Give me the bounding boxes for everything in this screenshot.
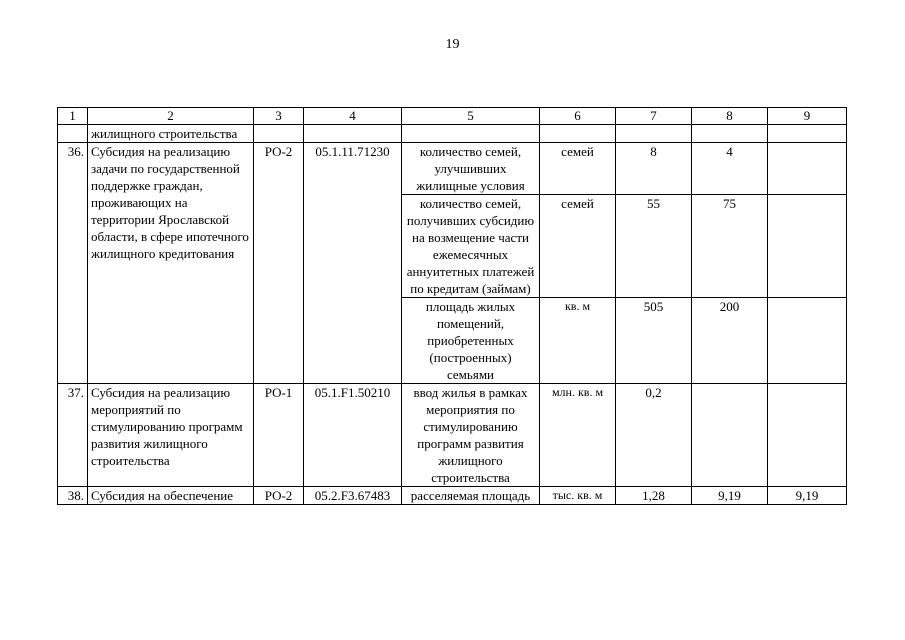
indicator-unit: млн. кв. м	[540, 384, 616, 487]
table-row	[58, 143, 847, 195]
row-number: 36.	[58, 143, 88, 384]
value-col9	[768, 298, 847, 384]
row-code: 05.1.F1.50210	[304, 384, 402, 487]
value-col8: 4	[692, 143, 768, 195]
indicator-name: количество семей, получивших субсидию на возмещение части ежемесячных аннуитетных платежей по кредитам (займам)	[402, 195, 540, 298]
indicator-unit: тыс. кв. м	[540, 487, 616, 505]
value-col9: 9,19	[768, 487, 847, 505]
indicators-table	[57, 107, 847, 505]
indicator-name: расселяемая площадь	[402, 487, 540, 505]
indicator-name: площадь жилых помещений, приобретенных (построенных) семьями	[402, 298, 540, 384]
value-col7: 1,28	[616, 487, 692, 505]
indicator-name: ввод жилья в рамках мероприятия по стимулированию программ развития жилищного строительства	[402, 384, 540, 487]
table-row	[58, 487, 847, 505]
row-executor: РО-2	[254, 143, 304, 384]
indicator-unit: семей	[540, 195, 616, 298]
value-col8	[692, 384, 768, 487]
header-cell: 1	[58, 108, 88, 125]
row-name: жилищного строительства	[88, 125, 254, 143]
value-col8: 200	[692, 298, 768, 384]
header-cell: 6	[540, 108, 616, 125]
header-cell: 9	[768, 108, 847, 125]
header-cell: 7	[616, 108, 692, 125]
value-col9	[768, 195, 847, 298]
indicator-unit: семей	[540, 143, 616, 195]
row-name: Субсидия на реализацию задачи по государственной поддержке граждан, проживающих на территории Ярославской области, в сфере ипотечного жилищного кредитования	[88, 143, 254, 384]
value-col9	[768, 143, 847, 195]
header-cell: 3	[254, 108, 304, 125]
header-cell: 5	[402, 108, 540, 125]
page-number: 19	[445, 37, 460, 52]
value-col7: 505	[616, 298, 692, 384]
row-number: 37.	[58, 384, 88, 487]
row-name: Субсидия на обеспечение	[88, 487, 254, 505]
row-number: 38.	[58, 487, 88, 505]
header-cell: 8	[692, 108, 768, 125]
indicator-unit: кв. м	[540, 298, 616, 384]
table-row	[58, 125, 847, 143]
value-col9	[768, 384, 847, 487]
row-executor: РО-2	[254, 487, 304, 505]
table-row	[58, 384, 847, 487]
row-code: 05.1.11.71230	[304, 143, 402, 384]
row-code: 05.2.F3.67483	[304, 487, 402, 505]
row-name: Субсидия на реализацию мероприятий по стимулированию программ развития жилищного строительства	[88, 384, 254, 487]
header-cell: 4	[304, 108, 402, 125]
header-cell: 2	[88, 108, 254, 125]
row-executor: РО-1	[254, 384, 304, 487]
value-col7: 55	[616, 195, 692, 298]
value-col8: 9,19	[692, 487, 768, 505]
value-col8: 75	[692, 195, 768, 298]
value-col7: 0,2	[616, 384, 692, 487]
value-col7: 8	[616, 143, 692, 195]
indicator-name: количество семей, улучшивших жилищные условия	[402, 143, 540, 195]
table-header-row	[58, 108, 847, 125]
